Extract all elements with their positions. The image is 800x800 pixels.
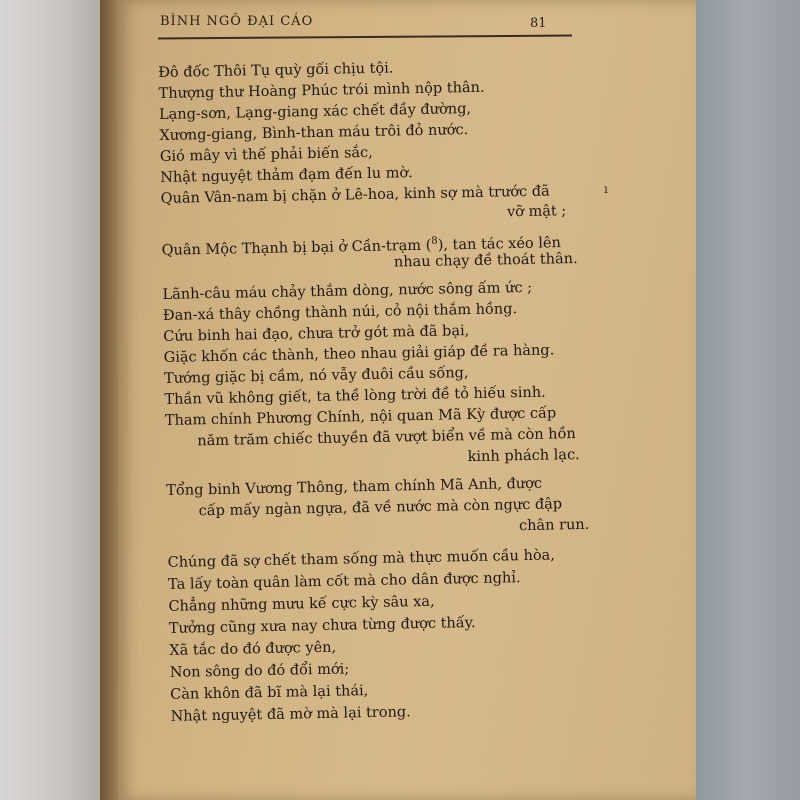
text-line-continuation: cấp mấy ngàn ngựa, đã về nước mà còn ngực đập bbox=[198, 496, 563, 520]
text-line: Nhật nguyệt thảm đạm đến lu mờ. bbox=[160, 165, 413, 186]
text-line: Lạng-sơn, Lạng-giang xác chết đầy đường, bbox=[158, 101, 472, 123]
text-line: Xã tắc do đó được yên, bbox=[169, 639, 337, 659]
text-line: Tướng giặc bị cầm, nó vẫy đuôi cầu sống, bbox=[163, 365, 469, 387]
book-page bbox=[118, 0, 696, 800]
text-line-continuation: nhau chạy đề thoát thân. bbox=[393, 250, 578, 271]
background-left bbox=[0, 0, 112, 800]
text-line: Đan-xá thây chồng thành núi, cỏ nội thắm hồng. bbox=[162, 301, 518, 324]
background-right bbox=[690, 0, 800, 800]
text-line-continuation: kinh phách lạc. bbox=[467, 446, 580, 466]
text-line-continuation: vỡ mật ; bbox=[506, 203, 567, 221]
text-line: Cứu binh hai đạo, chưa trở gót mà đã bại, bbox=[163, 323, 470, 345]
text-line: Chúng đã sợ chết tham sống mà thực muốn cầu hòa, bbox=[167, 547, 556, 571]
text-line: Tham chính Phương Chính, nội quan Mã Kỳ được cấp bbox=[164, 405, 557, 429]
text-line: Thượng thư Hoàng Phúc trói mình nộp thân. bbox=[158, 79, 485, 102]
page-number: 81 bbox=[530, 16, 547, 31]
text-line: Tưởng cũng xưa nay chưa từng được thấy. bbox=[168, 615, 476, 637]
text-line: Ta lấy toàn quân làm cốt mà cho dân được nghỉ. bbox=[167, 570, 521, 593]
text-line-continuation: năm trăm chiếc thuyền đã vượt biển về mà còn hồn bbox=[197, 426, 576, 450]
margin-mark: ı bbox=[604, 182, 608, 196]
text-line: Đô đốc Thôi Tụ quỳ gối chịu tội. bbox=[158, 60, 394, 81]
text-line: Non sông do đó đổi mới; bbox=[169, 661, 350, 681]
text-line: Xương-giang, Bình-than máu trôi đỏ nước. bbox=[159, 122, 469, 144]
text-line: Lãnh-câu máu chảy thắm dòng, nước sông ấm ức ; bbox=[162, 279, 533, 303]
footnote-marker: 8 bbox=[431, 235, 438, 247]
text-line: Giặc khốn các thành, theo nhau giải giáp đề ra hàng. bbox=[163, 342, 555, 366]
text-line: Gió mây vì thế phải biến sắc, bbox=[159, 144, 373, 165]
text-line: Thần vũ không giết, ta thề lòng trời đề tỏ hiếu sinh. bbox=[164, 384, 546, 408]
text-line: Quân Vân-nam bị chặn ở Lê-hoa, kinh sợ mà trước đã bbox=[160, 183, 550, 207]
text-line: Nhật nguyệt đã mờ mà lại trong. bbox=[170, 704, 411, 725]
text-line: Tổng binh Vương Thông, tham chính Mã Anh, được bbox=[166, 475, 543, 499]
text-line: Càn khôn đã bĩ mà lại thái, bbox=[170, 683, 369, 703]
text-line-continuation: chân run. bbox=[518, 516, 590, 535]
poem-text bbox=[118, 0, 696, 800]
text-line: Quân Mộc Thạnh bị bại ở Cần-trạm ($^8$), tan tác xéo lên bbox=[161, 235, 562, 259]
running-head: BÌNH NGÔ ĐẠI CÁO bbox=[160, 14, 314, 29]
text-line: Chẳng những mưu kế cực kỳ sâu xa, bbox=[168, 593, 435, 615]
